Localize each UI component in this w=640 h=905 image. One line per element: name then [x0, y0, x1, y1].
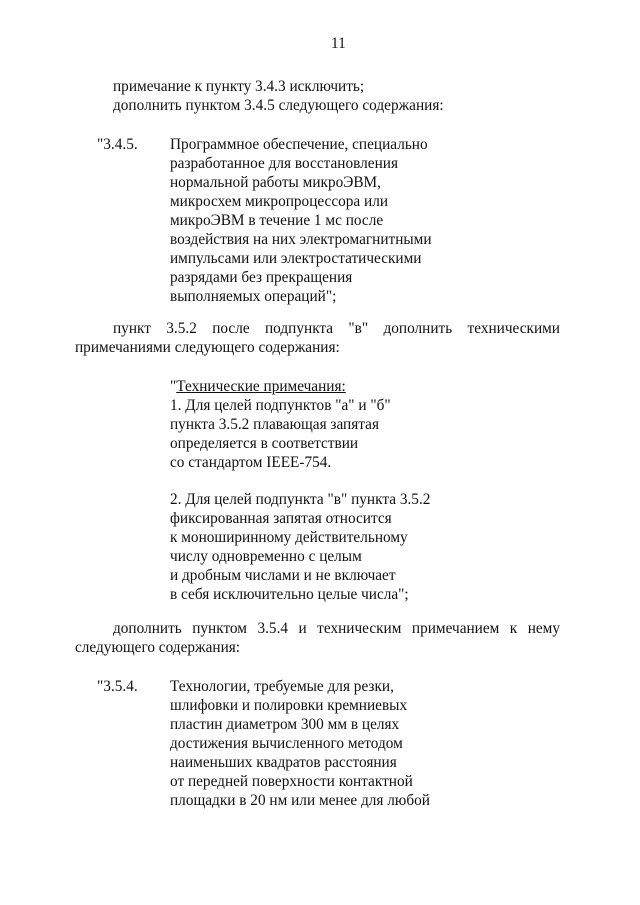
item-354-number: "3.5.4. — [97, 678, 138, 695]
notes-heading-text: Технические примечания: — [176, 378, 346, 395]
item-345-line: микроЭВМ в течение 1 мс после — [170, 212, 384, 229]
item-345-line: разработанное для восстановления — [170, 155, 398, 172]
intro-line-2: дополнить пунктом 3.4.5 следующего содержания: — [113, 97, 444, 114]
item-354-line: Технологии, требуемые для резки, — [170, 678, 394, 695]
note-2-line: в себя исключительно целые числа"; — [170, 586, 409, 603]
item-345-line: воздействия на них электромагнитными — [170, 231, 432, 248]
note-1-line: 1. Для целей подпунктов "а" и "б" — [170, 397, 391, 414]
item-345-line: импульсами или электростатическими — [170, 250, 422, 267]
page-number: 11 — [331, 35, 346, 52]
note-1-line: пункта 3.5.2 плавающая запятая — [170, 416, 379, 433]
item-345-line: нормальной работы микроЭВМ, — [170, 174, 381, 191]
note-2-line: 2. Для целей подпункта "в" пункта 3.5.2 — [170, 491, 431, 508]
para-352-line-2: примечаниями следующего содержания: — [75, 339, 340, 356]
notes-heading — [170, 377, 346, 396]
note-2-line: фиксированная запятая относится — [170, 510, 392, 527]
item-354-line: пластин диаметром 300 мм в целях — [170, 716, 400, 733]
item-354-line: наименьших квадратов расстояния — [170, 754, 397, 771]
para-354-line-1: дополнить пунктом 3.5.4 и техническим примечанием к нему — [113, 620, 560, 637]
note-2-line: числу одновременно с целым — [170, 548, 362, 565]
notes-heading-quote: " — [170, 378, 177, 395]
item-345-line: Программное обеспечение, специально — [170, 136, 428, 153]
item-345-number: "3.4.5. — [97, 136, 138, 153]
note-1-line: определяется в соответствии — [170, 435, 359, 452]
note-1-line: со стандартом IEEE-754. — [170, 454, 332, 471]
item-354-line: достижения вычисленного методом — [170, 735, 403, 752]
para-352-line-1: пункт 3.5.2 после подпункта "в" дополнить техническими — [113, 320, 560, 337]
item-345-line: разрядами без прекращения — [170, 269, 353, 286]
note-2-line: и дробным числами и не включает — [170, 567, 396, 584]
item-354-line: шлифовки и полировки кремниевых — [170, 697, 408, 714]
item-345-line: микросхем микропроцессора или — [170, 193, 389, 210]
intro-line-1: примечание к пункту 3.4.3 исключить; — [113, 78, 365, 95]
note-2-line: к моноширинному действительному — [170, 529, 408, 546]
para-354-line-2: следующего содержания: — [75, 639, 241, 656]
item-354-line: от передней поверхности контактной — [170, 773, 413, 790]
item-345-line: выполняемых операций"; — [170, 288, 337, 305]
item-354-line: площадки в 20 нм или менее для любой — [170, 792, 430, 809]
